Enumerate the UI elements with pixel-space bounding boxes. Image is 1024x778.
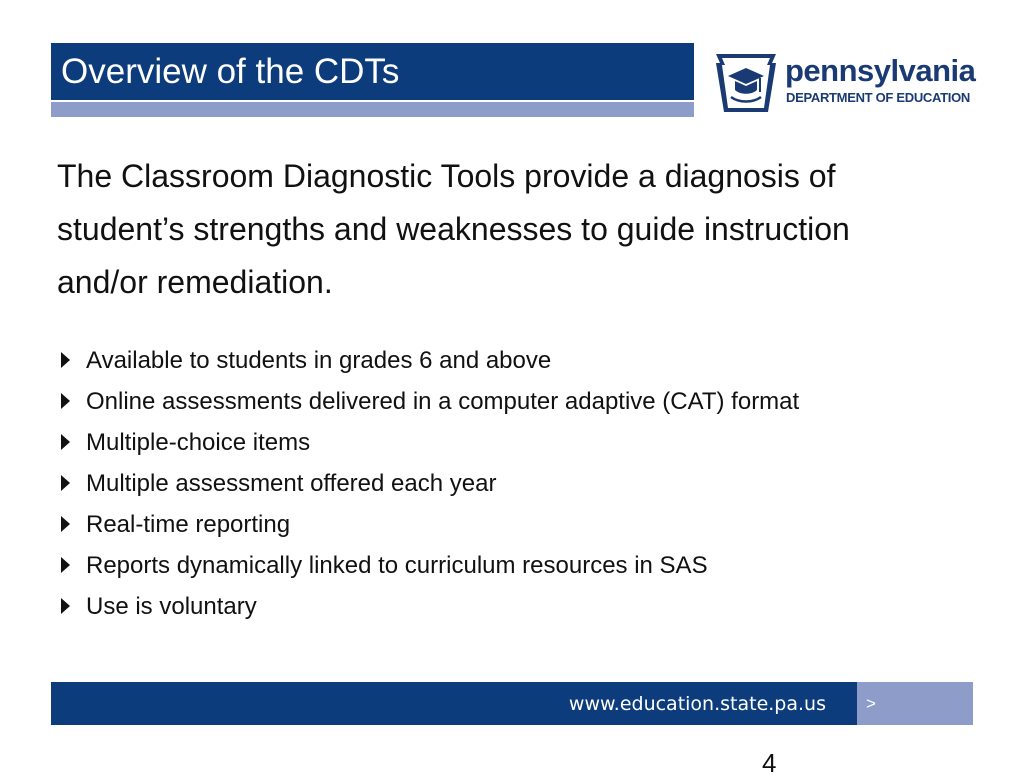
list-item (57, 340, 977, 381)
slide-title: Overview of the CDTs (61, 52, 400, 91)
triangle-bullet-icon (61, 434, 70, 450)
list-item (57, 586, 977, 627)
footer-bar (51, 682, 857, 725)
pa-education-logo (713, 50, 975, 114)
triangle-bullet-icon (61, 516, 70, 532)
bullet-text: Online assessments delivered in a computer adaptive (CAT) format (86, 388, 800, 415)
bullet-text: Multiple assessment offered each year (86, 470, 497, 497)
bullet-text: Real-time reporting (86, 511, 291, 538)
triangle-bullet-icon (61, 393, 70, 409)
logo-department: DEPARTMENT OF EDUCATION (786, 90, 970, 105)
title-bar (51, 43, 694, 100)
list-item (57, 545, 977, 586)
list-item (57, 422, 977, 463)
bullet-text: Multiple-choice items (86, 429, 311, 456)
bullet-text: Reports dynamically linked to curriculum resources in SAS (86, 552, 708, 579)
list-item (57, 504, 977, 545)
logo-wordmark: pennsylvania (785, 53, 976, 88)
footer-url: www.education.state.pa.us (568, 693, 826, 715)
page-number: 4 (762, 748, 777, 778)
list-item (57, 463, 977, 504)
bullet-list (57, 340, 977, 627)
triangle-bullet-icon (61, 475, 70, 491)
list-item (57, 381, 977, 422)
bullet-text: Use is voluntary (86, 593, 257, 620)
next-arrow-label: > (866, 694, 876, 713)
triangle-bullet-icon (61, 598, 70, 614)
keystone-graduation-cap-icon (713, 50, 779, 114)
next-slide-button[interactable] (857, 682, 973, 725)
triangle-bullet-icon (61, 352, 70, 368)
title-underline (51, 102, 694, 117)
triangle-bullet-icon (61, 557, 70, 573)
bullet-text: Available to students in grades 6 and above (86, 347, 552, 374)
intro-paragraph: The Classroom Diagnostic Tools provide a diagnosis of student’s strengths and weaknesses to guide instruction and/or remediation. (57, 158, 850, 300)
